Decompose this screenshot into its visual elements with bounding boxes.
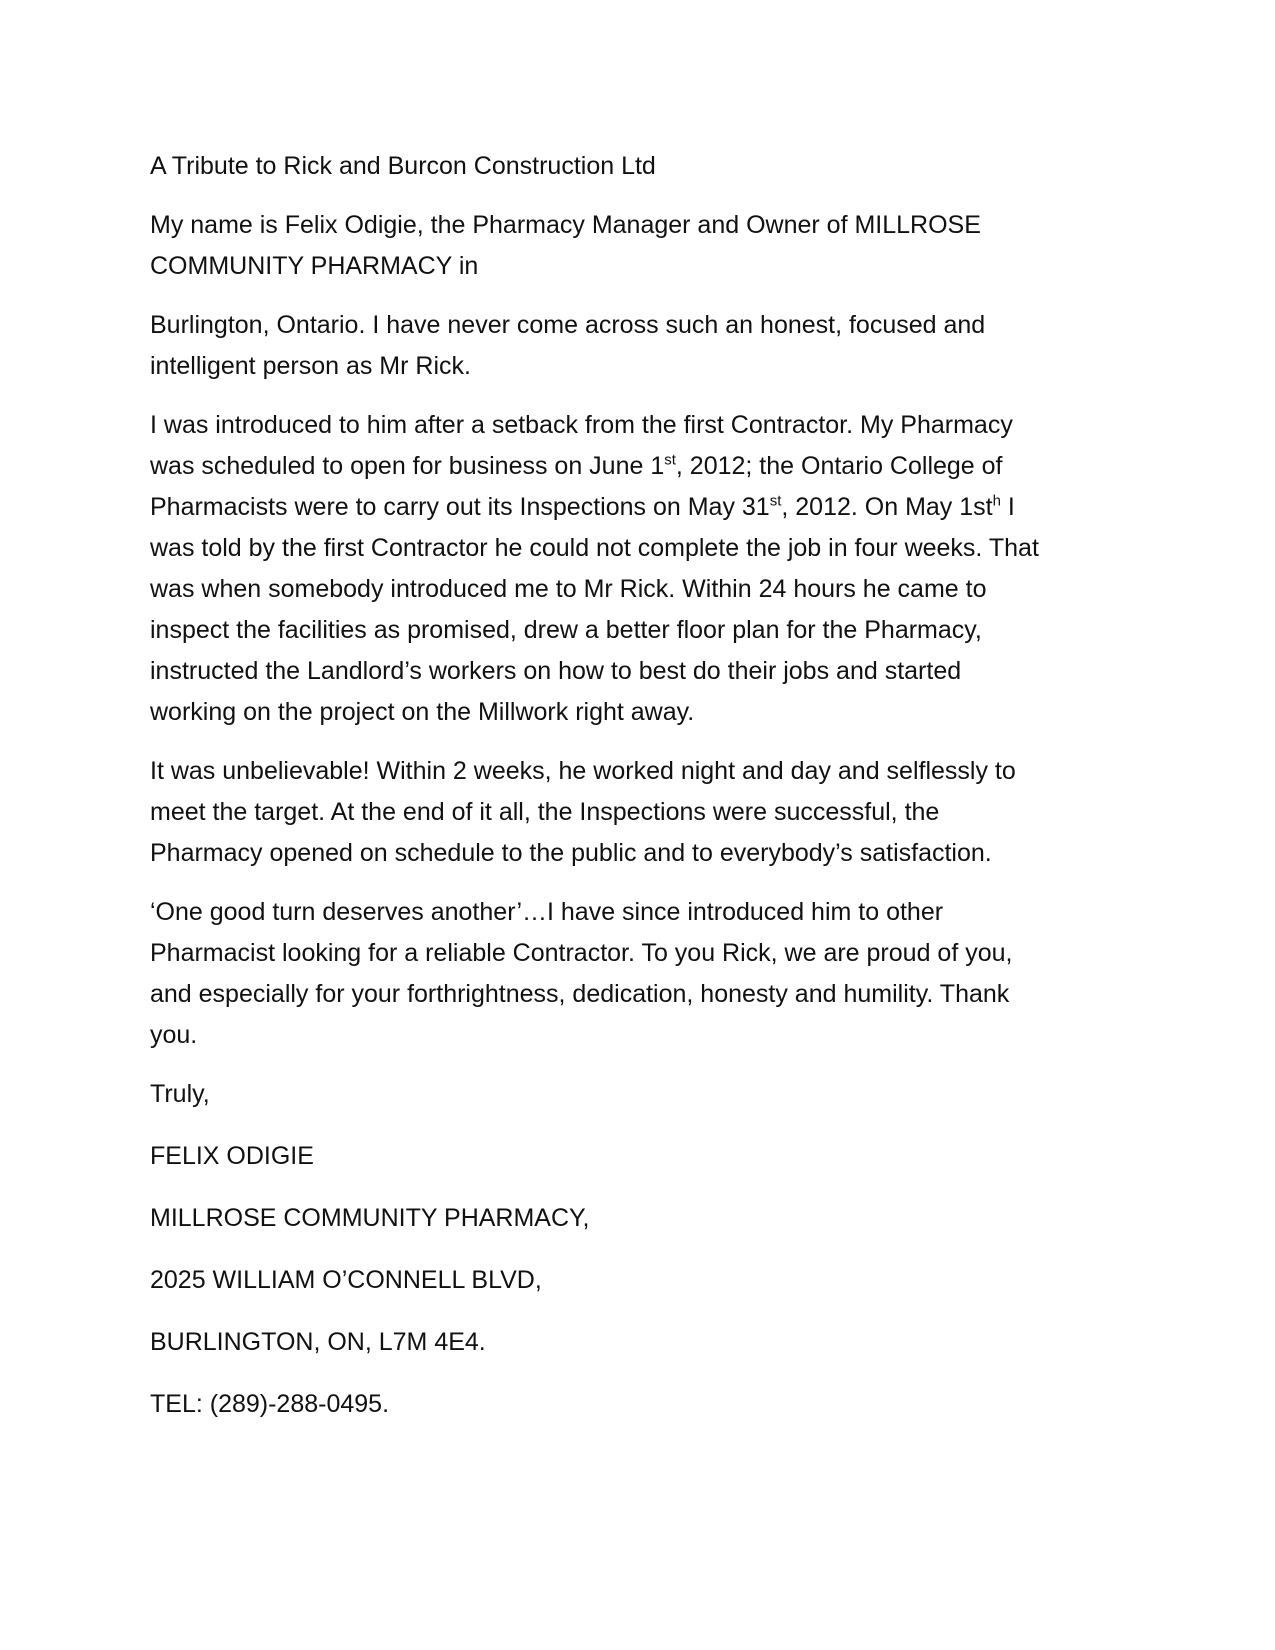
- text-segment: I: [1000, 493, 1015, 521]
- text-line: you.: [150, 1021, 198, 1049]
- text-line: meet the target. At the end of it all, the Inspections were successful, the: [150, 798, 940, 826]
- text-line: ‘One good turn deserves another’…I have since introduced him to other: [150, 898, 944, 926]
- paragraph-thanks: [150, 892, 1140, 1056]
- signature-city: BURLINGTON, ON, L7M 4E4.: [150, 1328, 486, 1356]
- text-line: instructed the Landlord’s workers on how to best do their jobs and started: [150, 657, 962, 685]
- letter-page: [150, 146, 1140, 1446]
- letter-title: A Tribute to Rick and Burcon Construction Ltd: [150, 152, 656, 180]
- paragraph-introduction: [150, 205, 1140, 287]
- superscript: st: [769, 492, 782, 510]
- text-line: was told by the first Contractor he could not complete the job in four weeks. That: [150, 534, 1039, 562]
- signature-phone: TEL: (289)-288-0495.: [150, 1390, 390, 1418]
- text-line: It was unbelievable! Within 2 weeks, he worked night and day and selflessly to: [150, 757, 1016, 785]
- text-line: I was introduced to him after a setback from the first Contractor. My Pharmacy: [150, 411, 1013, 439]
- signature-street: 2025 WILLIAM O’CONNELL BLVD,: [150, 1266, 542, 1294]
- superscript: h: [992, 492, 1001, 510]
- text-line: working on the project on the Millwork right away.: [150, 698, 695, 726]
- text-segment: was scheduled to open for business on June 1: [150, 452, 665, 480]
- text-line: My name is Felix Odigie, the Pharmacy Manager and Owner of MILLROSE: [150, 211, 981, 239]
- text-line: COMMUNITY PHARMACY in: [150, 252, 479, 280]
- signature-name: FELIX ODIGIE: [150, 1142, 314, 1170]
- text-line: intelligent person as Mr Rick.: [150, 352, 471, 380]
- text-line: Burlington, Ontario. I have never come across such an honest, focused and: [150, 311, 986, 339]
- text-line: and especially for your forthrightness, dedication, honesty and humility. Thank: [150, 980, 1010, 1008]
- text-line: [150, 446, 1140, 487]
- text-line: [150, 487, 1140, 528]
- paragraph-location: [150, 305, 1140, 387]
- text-segment: , 2012. On May 1st: [781, 493, 993, 521]
- paragraph-outcome: [150, 751, 1140, 874]
- superscript: st: [664, 451, 676, 469]
- text-line: Pharmacy opened on schedule to the public and to everybody’s satisfaction.: [150, 839, 992, 867]
- text-line: Pharmacist looking for a reliable Contractor. To you Rick, we are proud of you,: [150, 939, 1013, 967]
- text-segment: Pharmacists were to carry out its Inspections on May 31: [150, 493, 770, 521]
- closing: Truly,: [150, 1080, 210, 1108]
- signature-business: MILLROSE COMMUNITY PHARMACY,: [150, 1204, 590, 1232]
- text-line: was when somebody introduced me to Mr Rick. Within 24 hours he came to: [150, 575, 987, 603]
- paragraph-story: [150, 405, 1140, 733]
- text-line: inspect the facilities as promised, drew a better floor plan for the Pharmacy,: [150, 616, 982, 644]
- text-segment: , 2012; the Ontario College of: [675, 452, 1003, 480]
